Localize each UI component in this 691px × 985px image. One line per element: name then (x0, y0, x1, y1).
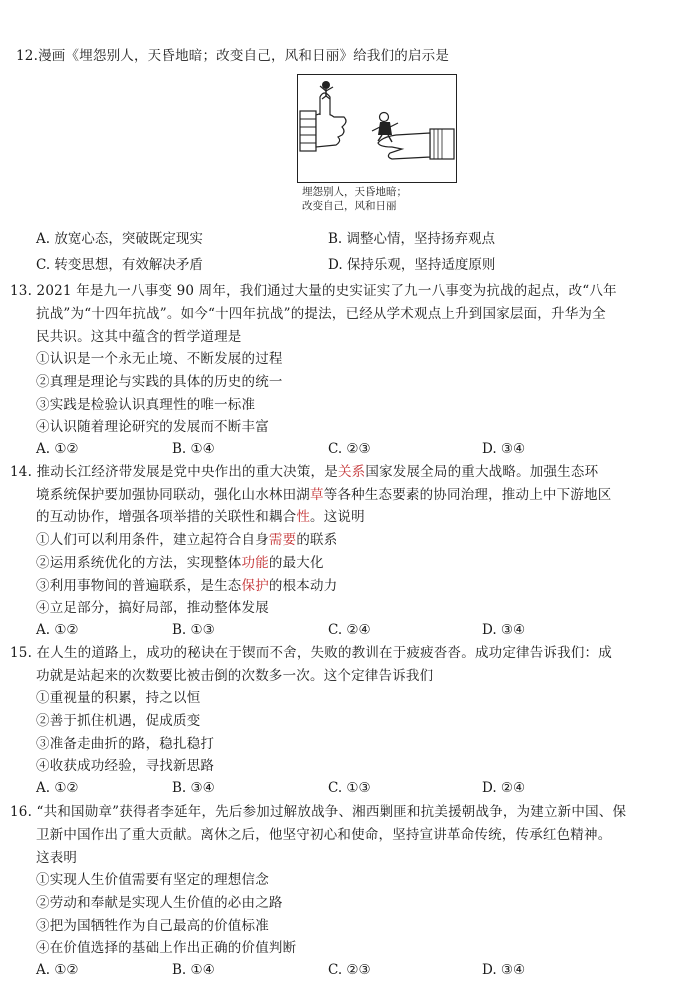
q14-item-1-b: 的联系 (296, 532, 338, 548)
q13-option-b: B. ①④ (172, 441, 215, 457)
q12-option-d: D. 保持乐观，坚持适度原则 (328, 257, 496, 273)
q15-stem-line1: 15. 在人生的道路上，成功的秘诀在于锲而不舍，失败的教训在于疲疲沓沓。成功定律告诉我们：成 (10, 645, 612, 661)
q15-option-b: B. ③④ (172, 780, 215, 796)
q13-item-3: ③实践是检验认识真理性的唯一标准 (36, 397, 256, 413)
q14-annotation-baohu: 保护 (241, 578, 269, 594)
q12-option-c: C. 转变思想，有效解决矛盾 (36, 257, 203, 273)
q14-stem-line2 (36, 486, 611, 504)
q14-item-3-b: 的根本动力 (268, 578, 338, 594)
q14-stem-line3-b: 。这说明 (310, 509, 365, 525)
q13-item-1: ①认识是一个永无止境、不断发展的过程 (36, 351, 283, 367)
q14-item-1 (36, 531, 337, 549)
q16-item-1: ①实现人生价值需要有坚定的理想信念 (36, 872, 269, 888)
cartoon-illustration-icon (298, 75, 456, 182)
q14-stem-line3 (36, 508, 365, 526)
q14-option-a: A. ①② (36, 622, 79, 638)
q13-item-4: ④认识随着理论研究的发展而不断丰富 (36, 419, 269, 435)
q14-item-3-a: ③利用事物间的普遍联系，是生态 (36, 578, 242, 594)
q13-option-c: C. ②③ (328, 441, 371, 457)
q15-stem-line2: 功就是站起来的次数要比被击倒的次数多一次。这个定律告诉我们 (36, 668, 434, 684)
q15-item-3: ③准备走曲折的路，稳扎稳打 (36, 736, 215, 752)
q14-stem-line2-b: 等各种生态要素的协同治理，推动上中下游地区 (323, 487, 612, 503)
q12-option-a: A. 放宽心态，突破既定现实 (36, 231, 203, 247)
q16-item-3: ③把为国牺牲作为自己最高的价值标准 (36, 918, 269, 934)
q15-option-a: A. ①② (36, 780, 79, 796)
q15-item-4: ④收获成功经验，寻找新思路 (36, 758, 215, 774)
q12-stem: 12.漫画《埋怨别人，天昏地暗；改变自己，风和日丽》给我们的启示是 (16, 48, 450, 64)
q13-item-2: ②真理是理论与实践的具体的历史的统一 (36, 374, 283, 390)
q14-item-4: ④立足部分，搞好局部，推动整体发展 (36, 600, 269, 616)
q16-stem-line2: 卫新中国作出了重大贡献。离休之后，他坚守初心和使命，坚持宣讲革命传统，传承红色精神。 (36, 827, 612, 843)
q14-option-b: B. ①③ (172, 622, 215, 638)
q14-stem-line1-a: 14. 推动长江经济带发展是党中央作出的重大决策，是 (10, 464, 338, 480)
q12-cartoon (297, 74, 457, 183)
q14-option-d: D. ③④ (482, 622, 526, 638)
q14-stem-line1 (10, 463, 598, 481)
q16-item-4: ④在价值选择的基础上作出正确的价值判断 (36, 940, 297, 956)
q12-option-b: B. 调整心情，坚持扬弃观点 (328, 231, 496, 247)
q14-annotation-cao: 草 (310, 487, 324, 503)
q14-item-2-b: 的最大化 (268, 555, 324, 571)
q16-option-b: B. ①④ (172, 962, 215, 978)
q13-option-d: D. ③④ (482, 441, 526, 457)
q13-stem-line3: 民共识。这其中蕴含的哲学道理是 (36, 329, 242, 345)
q13-stem-line1: 13. 2021 年是九一八事变 90 周年，我们通过大量的史实证实了九一八事变为抗战的起点，改“八年 (10, 283, 617, 299)
q14-annotation-xuyao: 需要 (268, 532, 297, 548)
q14-option-c: C. ②④ (328, 622, 371, 638)
q15-item-2: ②善于抓住机遇，促成质变 (36, 713, 201, 729)
q12-caption-line1: 埋怨别人，天昏地暗； (302, 186, 407, 198)
q14-annotation-guanxi: 关系 (337, 464, 366, 480)
q15-item-1: ①重视量的积累，持之以恒 (36, 690, 201, 706)
q15-option-d: D. ②④ (482, 780, 526, 796)
q16-option-d: D. ③④ (482, 962, 526, 978)
q16-stem-line3: 这表明 (36, 850, 78, 866)
q14-item-3 (36, 577, 337, 595)
q14-stem-line1-b: 国家发展全局的重大战略。加强生态环 (365, 464, 599, 480)
q14-stem-line3-a: 的互动协作，增强各项举措的关联性和耦合 (36, 509, 297, 525)
q14-annotation-xing: 性 (296, 509, 311, 525)
q15-option-c: C. ①③ (328, 780, 371, 796)
q14-item-2-a: ②运用系统优化的方法，实现整体 (36, 555, 242, 571)
q14-item-1-a: ①人们可以利用条件，建立起符合自身 (36, 532, 269, 548)
q16-stem-line1: 16. “共和国勋章”获得者李延年，先后参加过解放战争、湘西剿匪和抗美援朝战争，为建立新中国、保 (10, 804, 627, 820)
q14-item-2 (36, 554, 324, 572)
q16-item-2: ②劳动和奉献是实现人生价值的必由之路 (36, 895, 283, 911)
q16-option-a: A. ①② (36, 962, 79, 978)
q14-stem-line2-a: 境系统保护要加强协同联动，强化山水林田湖 (36, 487, 310, 503)
q13-option-a: A. ①② (36, 441, 79, 457)
q13-stem-line2: 抗战”为“十四年抗战”。如今“十四年抗战”的提法，已经从学术观点上升到国家层面，升华为全 (36, 306, 606, 322)
q14-annotation-gongneng: 功能 (241, 555, 269, 571)
q16-option-c: C. ②③ (328, 962, 371, 978)
q12-caption-line2: 改变自己，风和日丽 (302, 200, 397, 212)
